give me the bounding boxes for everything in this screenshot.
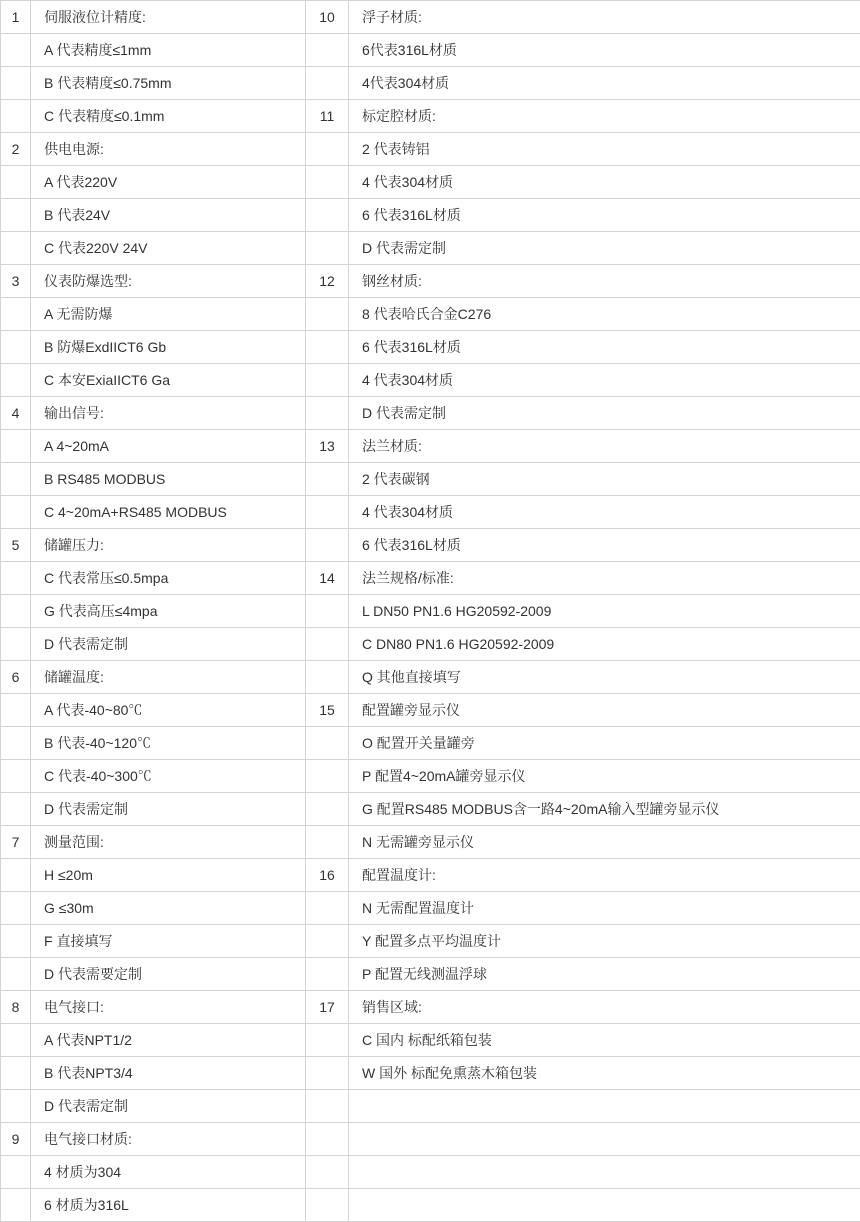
item-number-cell [1, 1156, 31, 1189]
item-label-cell: B 代表24V [31, 199, 306, 232]
item-number-cell [306, 661, 349, 694]
item-label-cell: 供电电源: [31, 133, 306, 166]
item-number-cell: 16 [306, 859, 349, 892]
table-row [1, 529, 860, 562]
item-label-cell: C 国内 标配纸箱包装 [349, 1024, 860, 1057]
table-row [1, 628, 860, 661]
table-row [1, 166, 860, 199]
table-row [1, 562, 860, 595]
item-label-cell: P 配置4~20mA罐旁显示仪 [349, 760, 860, 793]
item-label-cell [349, 1123, 860, 1156]
item-label-cell: 销售区域: [349, 991, 860, 1024]
item-number-cell [1, 496, 31, 529]
item-number-cell [306, 1189, 349, 1222]
item-label-cell: 配置罐旁显示仪 [349, 694, 860, 727]
item-number-cell [1, 331, 31, 364]
item-label-cell: Y 配置多点平均温度计 [349, 925, 860, 958]
item-label-cell: B 代表-40~120℃ [31, 727, 306, 760]
item-number-cell [1, 958, 31, 991]
table-row [1, 232, 860, 265]
item-label-cell: D 代表需要定制 [31, 958, 306, 991]
item-label-cell: 浮子材质: [349, 1, 860, 34]
item-label-cell: 输出信号: [31, 397, 306, 430]
item-number-cell [1, 595, 31, 628]
item-label-cell: 6 代表316L材质 [349, 331, 860, 364]
table-row [1, 463, 860, 496]
item-number-cell [1, 34, 31, 67]
item-number-cell [1, 628, 31, 661]
item-number-cell: 3 [1, 265, 31, 298]
item-label-cell: D 代表需定制 [349, 232, 860, 265]
item-number-cell [306, 1024, 349, 1057]
item-number-cell [306, 133, 349, 166]
item-number-cell [1, 199, 31, 232]
item-number-cell [306, 958, 349, 991]
table-row [1, 1, 860, 34]
item-label-cell: B 代表精度≤0.75mm [31, 67, 306, 100]
item-number-cell: 13 [306, 430, 349, 463]
item-label-cell: B 防爆ExdIICT6 Gb [31, 331, 306, 364]
item-number-cell [306, 595, 349, 628]
item-number-cell [306, 199, 349, 232]
item-number-cell [306, 628, 349, 661]
item-label-cell: 6代表316L材质 [349, 34, 860, 67]
item-label-cell: F 直接填写 [31, 925, 306, 958]
table-row [1, 760, 860, 793]
item-label-cell: 仪表防爆选型: [31, 265, 306, 298]
table-row [1, 1057, 860, 1090]
item-number-cell [1, 1057, 31, 1090]
item-label-cell: A 代表NPT1/2 [31, 1024, 306, 1057]
table-row [1, 1090, 860, 1123]
item-label-cell: G ≤30m [31, 892, 306, 925]
item-number-cell: 5 [1, 529, 31, 562]
item-number-cell [306, 496, 349, 529]
item-number-cell [306, 166, 349, 199]
item-label-cell: D 代表需定制 [349, 397, 860, 430]
table-row [1, 100, 860, 133]
item-label-cell: A 代表-40~80℃ [31, 694, 306, 727]
item-number-cell [306, 727, 349, 760]
item-number-cell [1, 925, 31, 958]
item-label-cell: L DN50 PN1.6 HG20592-2009 [349, 595, 860, 628]
item-label-cell: 4代表304材质 [349, 67, 860, 100]
table-row [1, 496, 860, 529]
item-label-cell: B 代表NPT3/4 [31, 1057, 306, 1090]
table-row [1, 925, 860, 958]
item-label-cell: N 无需罐旁显示仪 [349, 826, 860, 859]
item-number-cell: 12 [306, 265, 349, 298]
table-row [1, 1123, 860, 1156]
item-number-cell [1, 232, 31, 265]
item-number-cell [306, 925, 349, 958]
table-row [1, 397, 860, 430]
item-number-cell [306, 34, 349, 67]
item-number-cell [1, 892, 31, 925]
table-row [1, 958, 860, 991]
item-label-cell: 2 代表碳钢 [349, 463, 860, 496]
table-row [1, 661, 860, 694]
item-label-cell: 法兰材质: [349, 430, 860, 463]
item-label-cell: G 配置RS485 MODBUS含一路4~20mA输入型罐旁显示仪 [349, 793, 860, 826]
item-label-cell: W 国外 标配免熏蒸木箱包装 [349, 1057, 860, 1090]
table-row [1, 727, 860, 760]
item-label-cell: 2 代表铸铝 [349, 133, 860, 166]
item-label-cell: 6 代表316L材质 [349, 529, 860, 562]
item-label-cell: A 代表220V [31, 166, 306, 199]
table-row [1, 199, 860, 232]
table-row [1, 67, 860, 100]
item-label-cell: C 代表-40~300℃ [31, 760, 306, 793]
item-number-cell: 4 [1, 397, 31, 430]
item-number-cell [1, 859, 31, 892]
item-label-cell: C 4~20mA+RS485 MODBUS [31, 496, 306, 529]
item-number-cell [306, 1123, 349, 1156]
table-row [1, 265, 860, 298]
table-row [1, 892, 860, 925]
table-row [1, 298, 860, 331]
item-label-cell: 6 材质为316L [31, 1189, 306, 1222]
item-label-cell: 钢丝材质: [349, 265, 860, 298]
table-row [1, 331, 860, 364]
item-number-cell [1, 562, 31, 595]
item-label-cell: 配置温度计: [349, 859, 860, 892]
item-number-cell [306, 397, 349, 430]
item-label-cell: 4 代表304材质 [349, 496, 860, 529]
item-number-cell [306, 826, 349, 859]
item-label-cell: O 配置开关量罐旁 [349, 727, 860, 760]
table-row [1, 595, 860, 628]
item-number-cell [306, 529, 349, 562]
item-label-cell: 电气接口: [31, 991, 306, 1024]
item-label-cell [349, 1156, 860, 1189]
item-label-cell: C 代表常压≤0.5mpa [31, 562, 306, 595]
item-number-cell: 14 [306, 562, 349, 595]
item-number-cell [306, 463, 349, 496]
item-label-cell: D 代表需定制 [31, 1090, 306, 1123]
item-number-cell [1, 760, 31, 793]
item-label-cell: C 本安ExiaIICT6 Ga [31, 364, 306, 397]
item-label-cell: Q 其他直接填写 [349, 661, 860, 694]
item-label-cell: 4 代表304材质 [349, 364, 860, 397]
table-row [1, 133, 860, 166]
item-label-cell: 4 材质为304 [31, 1156, 306, 1189]
item-number-cell [1, 298, 31, 331]
item-label-cell: P 配置无线测温浮球 [349, 958, 860, 991]
item-label-cell: 8 代表哈氏合金C276 [349, 298, 860, 331]
item-label-cell: C 代表220V 24V [31, 232, 306, 265]
item-label-cell: C DN80 PN1.6 HG20592-2009 [349, 628, 860, 661]
item-number-cell [306, 1057, 349, 1090]
table-row [1, 694, 860, 727]
item-number-cell [306, 1090, 349, 1123]
item-number-cell: 1 [1, 1, 31, 34]
table-row [1, 1189, 860, 1222]
table-row [1, 1024, 860, 1057]
table-row [1, 430, 860, 463]
item-label-cell [349, 1090, 860, 1123]
item-number-cell [306, 364, 349, 397]
item-label-cell: 储罐压力: [31, 529, 306, 562]
item-number-cell [1, 67, 31, 100]
table-row [1, 859, 860, 892]
item-label-cell: 标定腔材质: [349, 100, 860, 133]
item-label-cell: 伺服液位计精度: [31, 1, 306, 34]
item-number-cell: 8 [1, 991, 31, 1024]
item-number-cell: 9 [1, 1123, 31, 1156]
item-number-cell [306, 760, 349, 793]
item-number-cell [1, 166, 31, 199]
item-number-cell [306, 331, 349, 364]
item-label-cell: D 代表需定制 [31, 628, 306, 661]
item-number-cell [1, 364, 31, 397]
item-number-cell [306, 793, 349, 826]
item-label-cell: C 代表精度≤0.1mm [31, 100, 306, 133]
item-label-cell: A 代表精度≤1mm [31, 34, 306, 67]
item-number-cell [1, 100, 31, 133]
item-label-cell: G 代表高压≤4mpa [31, 595, 306, 628]
table-row [1, 34, 860, 67]
table-row [1, 826, 860, 859]
item-number-cell [306, 1156, 349, 1189]
spec-table-body [1, 1, 860, 1222]
item-label-cell: D 代表需定制 [31, 793, 306, 826]
item-number-cell [306, 298, 349, 331]
item-number-cell: 6 [1, 661, 31, 694]
item-number-cell [1, 793, 31, 826]
item-label-cell: H ≤20m [31, 859, 306, 892]
item-number-cell: 2 [1, 133, 31, 166]
item-number-cell [306, 892, 349, 925]
item-number-cell: 11 [306, 100, 349, 133]
item-label-cell: 电气接口材质: [31, 1123, 306, 1156]
item-label-cell: N 无需配置温度计 [349, 892, 860, 925]
item-label-cell [349, 1189, 860, 1222]
item-number-cell [1, 1189, 31, 1222]
item-label-cell: 4 代表304材质 [349, 166, 860, 199]
item-label-cell: 法兰规格/标准: [349, 562, 860, 595]
item-number-cell [306, 67, 349, 100]
item-number-cell [1, 1024, 31, 1057]
item-number-cell [1, 1090, 31, 1123]
item-number-cell [1, 727, 31, 760]
item-label-cell: 测量范围: [31, 826, 306, 859]
table-row [1, 991, 860, 1024]
item-number-cell [1, 430, 31, 463]
table-row [1, 1156, 860, 1189]
item-number-cell: 15 [306, 694, 349, 727]
item-label-cell: 储罐温度: [31, 661, 306, 694]
item-label-cell: B RS485 MODBUS [31, 463, 306, 496]
table-row [1, 364, 860, 397]
item-number-cell: 7 [1, 826, 31, 859]
item-number-cell [1, 463, 31, 496]
item-label-cell: 6 代表316L材质 [349, 199, 860, 232]
item-number-cell [306, 232, 349, 265]
item-number-cell: 10 [306, 1, 349, 34]
item-number-cell: 17 [306, 991, 349, 1024]
item-label-cell: A 无需防爆 [31, 298, 306, 331]
item-label-cell: A 4~20mA [31, 430, 306, 463]
table-row [1, 793, 860, 826]
item-number-cell [1, 694, 31, 727]
